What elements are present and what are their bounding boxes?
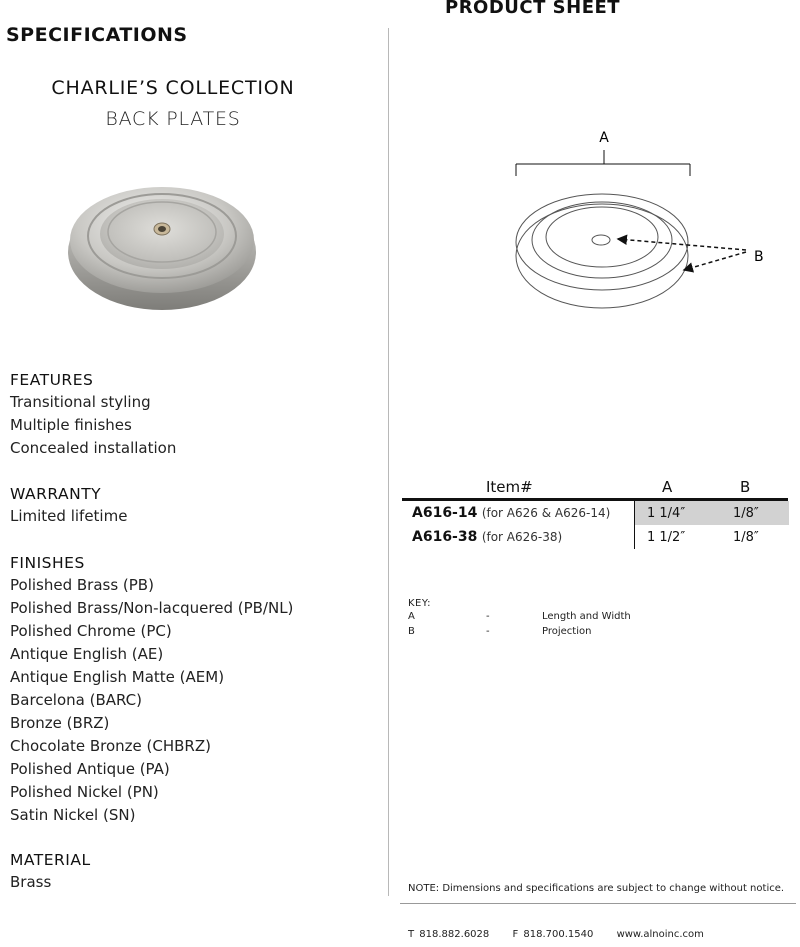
- value-b: 1/8″: [733, 530, 759, 545]
- key-row: [408, 611, 708, 626]
- feature-item: Multiple finishes: [10, 416, 132, 434]
- outline-outer: [516, 194, 688, 290]
- website-link[interactable]: www.alnoinc.com: [616, 929, 704, 940]
- contact-line: [408, 929, 722, 940]
- collection-subtitle: BACK PLATES: [105, 108, 241, 130]
- features-heading: FEATURES: [10, 371, 94, 389]
- finish-item: Polished Chrome (PC): [10, 622, 172, 640]
- finish-item: Chocolate Bronze (CHBRZ): [10, 737, 211, 755]
- key-description: Length and Width: [542, 611, 631, 622]
- dimension-label-a: A: [599, 130, 609, 146]
- key-legend: [408, 598, 708, 641]
- column-header-item: Item#: [486, 478, 533, 496]
- finish-item: Polished Antique (PA): [10, 760, 170, 778]
- value-b: 1/8″: [733, 506, 759, 521]
- dimension-cell: [634, 501, 789, 525]
- item-cell: [412, 529, 562, 545]
- item-note: (for A626-38): [481, 530, 563, 544]
- item-cell: [412, 505, 610, 521]
- material-heading: MATERIAL: [10, 851, 91, 869]
- phone-number: T 818.882.6028: [408, 929, 490, 940]
- dimension-diagram: [500, 120, 800, 310]
- finishes-heading: FINISHES: [10, 554, 85, 572]
- key-letter: B: [408, 626, 415, 637]
- footer-rule: [400, 903, 796, 904]
- finish-item: Polished Brass (PB): [10, 576, 154, 594]
- projection-arrow-upper: [618, 239, 746, 250]
- projection-arrow-lower: [684, 252, 746, 270]
- value-a: 1 1/2″: [647, 530, 686, 545]
- outline-center: [546, 207, 658, 267]
- table-row: [402, 501, 788, 525]
- key-description: Projection: [542, 626, 592, 637]
- key-title: KEY:: [408, 598, 432, 609]
- finish-item: Satin Nickel (SN): [10, 806, 136, 824]
- warranty-heading: WARRANTY: [10, 485, 102, 503]
- value-a: 1 1/4″: [647, 506, 686, 521]
- key-row: [408, 626, 708, 641]
- specifications-heading: SPECIFICATIONS: [6, 24, 188, 46]
- warranty-item: Limited lifetime: [10, 507, 128, 525]
- disclaimer-note: NOTE: Dimensions and specifications are subject to change without notice.: [408, 883, 785, 894]
- item-code: A616-14: [412, 505, 478, 521]
- finish-item: Barcelona (BARC): [10, 691, 143, 709]
- finish-item: Polished Nickel (PN): [10, 783, 159, 801]
- key-letter: A: [408, 611, 415, 622]
- dimension-cell: [634, 525, 789, 549]
- product-photo: [34, 137, 304, 347]
- finish-item: Antique English (AE): [10, 645, 164, 663]
- item-code: A616-38: [412, 529, 478, 545]
- product-sheet-heading: PRODUCT SHEET: [445, 0, 621, 18]
- item-note: (for A626 & A626-14): [481, 506, 611, 520]
- key-dash: -: [486, 626, 490, 637]
- collection-title: CHARLIE’S COLLECTION: [51, 77, 295, 99]
- table-row: [402, 525, 788, 549]
- plate-hole-inner: [158, 226, 166, 232]
- dimension-label-b: B: [754, 249, 764, 265]
- features-section: [10, 370, 176, 460]
- fax-number: F 818.700.1540: [512, 929, 594, 940]
- column-header-b: B: [740, 478, 751, 496]
- material-section: [10, 850, 91, 894]
- column-header-a: A: [662, 478, 673, 496]
- spec-table: [402, 476, 788, 549]
- vertical-divider: [388, 28, 389, 896]
- warranty-section: [10, 484, 127, 528]
- outline-base: [516, 204, 688, 308]
- finish-item: Polished Brass/Non-lacquered (PB/NL): [10, 599, 294, 617]
- finish-item: Bronze (BRZ): [10, 714, 110, 732]
- feature-item: Concealed installation: [10, 439, 177, 457]
- finishes-section: [10, 553, 293, 827]
- table-header-row: [402, 476, 788, 501]
- feature-item: Transitional styling: [10, 393, 151, 411]
- outline-hole: [592, 235, 610, 245]
- material-item: Brass: [10, 873, 52, 891]
- finish-item: Antique English Matte (AEM): [10, 668, 225, 686]
- key-dash: -: [486, 611, 490, 622]
